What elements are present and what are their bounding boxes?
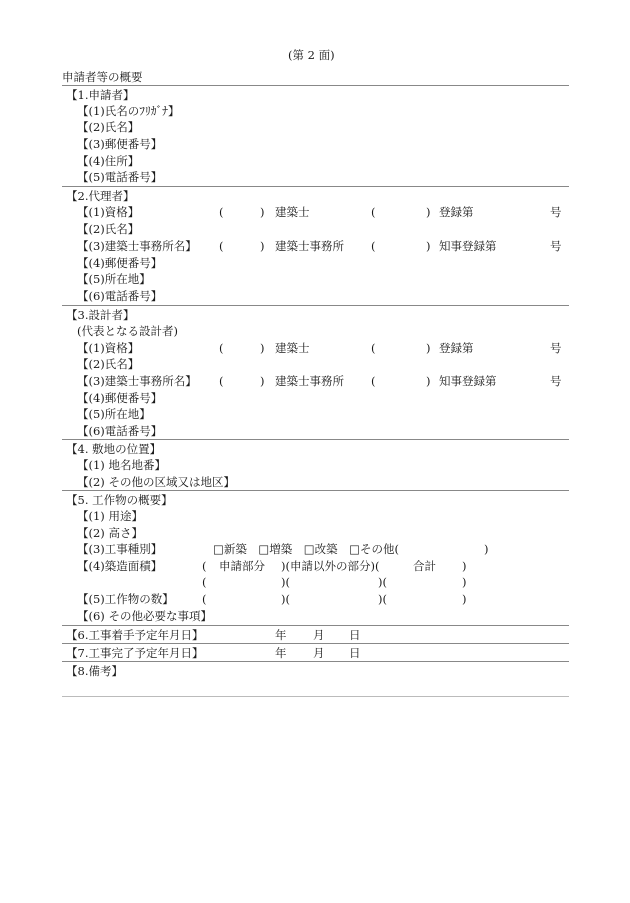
paren-separator: )( — [281, 575, 290, 589]
designer-location-label: 【(5)所在地】 — [77, 407, 151, 421]
designer-representative-note: (代表となる設計者) — [77, 324, 178, 338]
year-label: 年 — [275, 646, 287, 660]
divider — [62, 490, 569, 491]
registration-number-label: 登録第 — [439, 205, 474, 219]
divider — [62, 661, 569, 662]
section-designer-title: 【3.設計者】 — [66, 308, 135, 322]
paren-open: ( — [371, 205, 376, 219]
designer-qualification-label: 【(1)資格】 — [77, 341, 140, 355]
paren-open: ( — [371, 374, 376, 388]
section-structure-title: 【5. 工作物の概要】 — [66, 493, 173, 507]
paren-close: ) — [260, 374, 265, 388]
agent-phone-label: 【(6)電話番号】 — [77, 289, 163, 303]
other-part-header: )(申請以外の部分)( — [281, 559, 380, 573]
divider — [62, 186, 569, 187]
construction-type-label: 【(3)工事種別】 — [77, 542, 163, 556]
designer-phone-label: 【(6)電話番号】 — [77, 424, 163, 438]
agent-qualification-label: 【(1)資格】 — [77, 205, 140, 219]
paren-close: ) — [462, 575, 467, 589]
applicant-phone-label: 【(5)電話番号】 — [77, 170, 163, 184]
structure-use-label: 【(1) 用途】 — [77, 509, 143, 523]
kenchikushi-label: 建築士 — [275, 341, 310, 355]
designer-office-label: 【(3)建築士事務所名】 — [77, 374, 197, 388]
registration-number-label: 登録第 — [439, 341, 474, 355]
go-label: 号 — [550, 239, 562, 253]
applicant-postal-label: 【(3)郵便番号】 — [77, 137, 163, 151]
divider — [62, 85, 569, 86]
section-applicant-title: 【1.申請者】 — [66, 88, 135, 102]
site-zone-label: 【(2) その他の区域又は地区】 — [77, 475, 235, 489]
paren-separator: )( — [378, 575, 387, 589]
paren-close: ) — [260, 205, 265, 219]
total-header: 合計 — [413, 559, 436, 573]
site-lot-number-label: 【(1) 地名地番】 — [77, 458, 166, 472]
applicant-address-label: 【(4)住所】 — [77, 154, 140, 168]
go-label: 号 — [550, 374, 562, 388]
paren-close: ) — [260, 341, 265, 355]
agent-office-label: 【(3)建築士事務所名】 — [77, 239, 197, 253]
paren-close: ) — [426, 205, 431, 219]
month-label: 月 — [313, 646, 325, 660]
divider — [62, 305, 569, 306]
designer-name-label: 【(2)氏名】 — [77, 357, 140, 371]
year-label: 年 — [275, 628, 287, 642]
paren-close: ) — [426, 341, 431, 355]
paren-open: ( — [202, 592, 207, 606]
paren-close: ) — [484, 542, 489, 556]
paren-close: ) — [462, 592, 467, 606]
day-label: 日 — [349, 628, 361, 642]
completion-date-label: 【7.工事完了予定年月日】 — [66, 646, 204, 660]
remarks-label: 【8.備考】 — [66, 664, 123, 678]
office-label: 建築士事務所 — [275, 239, 344, 253]
start-date-label: 【6.工事着手予定年月日】 — [66, 628, 204, 642]
construction-type-options: □新築 □増築 □改築 □その他( — [213, 542, 399, 556]
page-number-label: (第 2 面) — [288, 48, 335, 62]
paren-open: ( — [219, 341, 224, 355]
paren-close: ) — [426, 374, 431, 388]
paren-open: ( — [202, 559, 207, 573]
office-label: 建築士事務所 — [275, 374, 344, 388]
building-area-label: 【(4)築造面積】 — [77, 559, 163, 573]
divider — [62, 696, 569, 697]
paren-close: ) — [462, 559, 467, 573]
agent-location-label: 【(5)所在地】 — [77, 272, 151, 286]
applicant-furigana-label: 【(1)氏名のﾌﾘｶﾞﾅ】 — [77, 104, 180, 118]
day-label: 日 — [349, 646, 361, 660]
paren-separator: )( — [281, 592, 290, 606]
agent-name-label: 【(2)氏名】 — [77, 222, 140, 236]
paren-close: ) — [426, 239, 431, 253]
designer-postal-label: 【(4)郵便番号】 — [77, 391, 163, 405]
go-label: 号 — [550, 341, 562, 355]
section-site-title: 【4. 敷地の位置】 — [66, 442, 162, 456]
kenchikushi-label: 建築士 — [275, 205, 310, 219]
divider — [62, 625, 569, 626]
paren-open: ( — [202, 575, 207, 589]
governor-registration-label: 知事登録第 — [439, 239, 497, 253]
paren-open: ( — [219, 374, 224, 388]
paren-open: ( — [371, 239, 376, 253]
applied-part-header: 申請部分 — [219, 559, 265, 573]
governor-registration-label: 知事登録第 — [439, 374, 497, 388]
applicant-name-label: 【(2)氏名】 — [77, 120, 140, 134]
divider — [62, 439, 569, 440]
paren-open: ( — [219, 239, 224, 253]
structure-count-label: 【(5)工作物の数】 — [77, 592, 174, 606]
paren-separator: )( — [378, 592, 387, 606]
divider — [62, 643, 569, 644]
go-label: 号 — [550, 205, 562, 219]
section-agent-title: 【2.代理者】 — [66, 189, 135, 203]
month-label: 月 — [313, 628, 325, 642]
paren-close: ) — [260, 239, 265, 253]
agent-postal-label: 【(4)郵便番号】 — [77, 256, 163, 270]
structure-height-label: 【(2) 高さ】 — [77, 526, 143, 540]
other-matters-label: 【(6) その他必要な事項】 — [77, 609, 212, 623]
paren-open: ( — [371, 341, 376, 355]
paren-open: ( — [219, 205, 224, 219]
form-title: 申請者等の概要 — [62, 70, 143, 84]
